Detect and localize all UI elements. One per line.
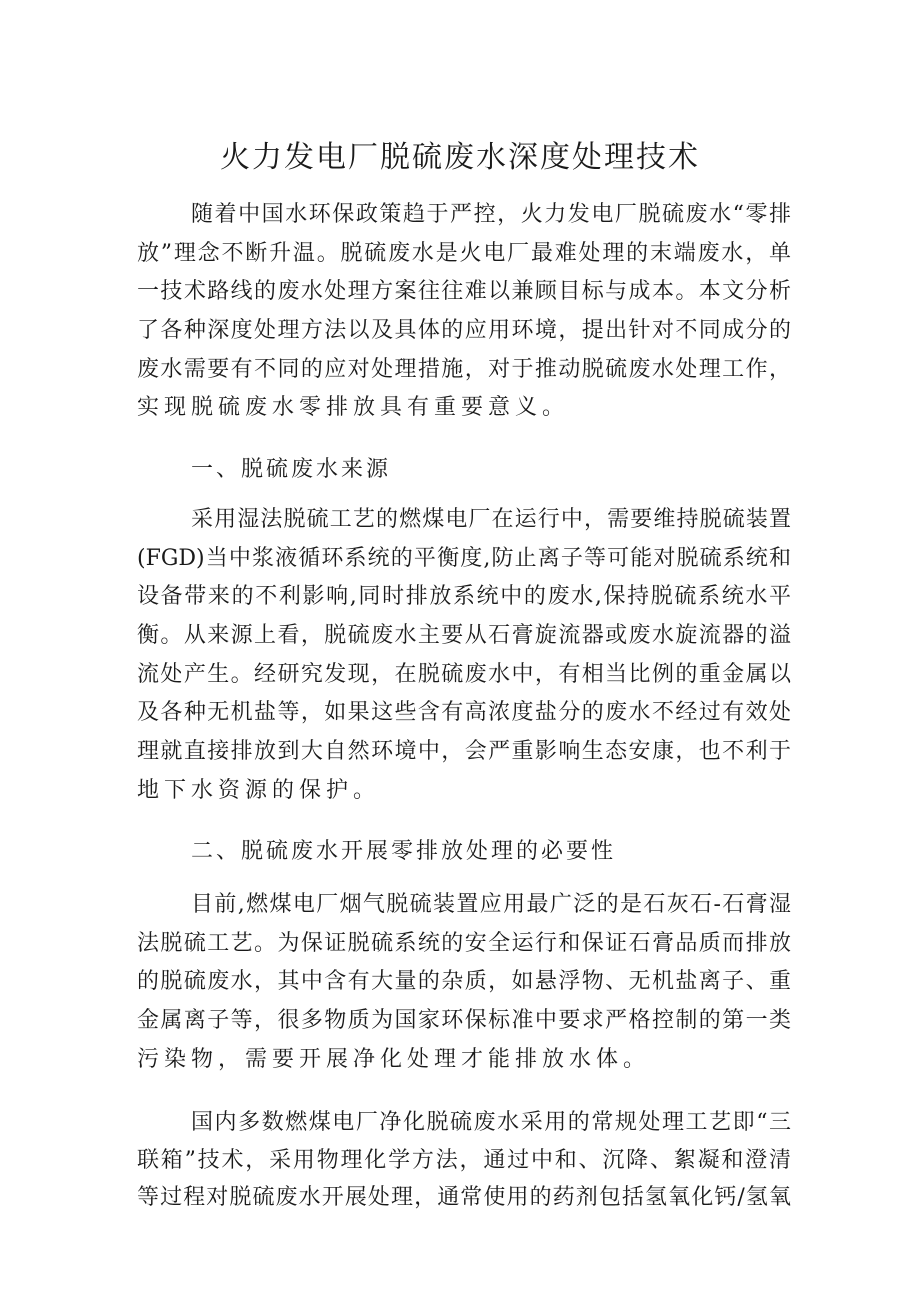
text-line: 法脱硫工艺。为保证脱硫系统的安全运行和保证石膏品质而排放 bbox=[137, 930, 791, 956]
text-line: 金属离子等，很多物质为国家环保标准中要求严格控制的第一类 bbox=[137, 1008, 791, 1034]
text-line: 国内多数燃煤电厂净化脱硫废水采用的常规处理工艺即“三 bbox=[191, 1110, 791, 1135]
text-line: 污染物，需要开展净化处理才能排放水体。 bbox=[137, 1046, 651, 1072]
text-line: (FGD)当中浆液循环系统的平衡度,防止离子等可能对脱硫系统和 bbox=[137, 545, 791, 571]
text-line: 一技术路线的废水处理方案往往难以兼顾目标与成本。本文分析 bbox=[137, 279, 791, 305]
text-line: 废水需要有不同的应对处理措施，对于推动脱硫废水处理工作， bbox=[137, 356, 791, 382]
text-line: 目前,燃煤电厂烟气脱硫装置应用最广泛的是石灰石-石膏湿 bbox=[191, 892, 791, 917]
text-line: 联箱”技术，采用物理化学方法，通过中和、沉降、絮凝和澄清 bbox=[137, 1147, 791, 1173]
paragraph-necessity bbox=[137, 886, 791, 1079]
section-heading-1: 一、脱硫废水来源 bbox=[191, 457, 392, 482]
text-line: 地下水资源的保护。 bbox=[137, 777, 381, 803]
text-line: 等过程对脱硫废水开展处理，通常使用的药剂包括氢氧化钙/氢氧 bbox=[137, 1185, 791, 1210]
text-line: 的脱硫废水，其中含有大量的杂质，如悬浮物、无机盐离子、重 bbox=[137, 969, 791, 995]
text-line: 放”理念不断升温。脱硫废水是火电厂最难处理的末端废水，单 bbox=[137, 240, 791, 266]
paragraph-triple-box bbox=[137, 1104, 791, 1217]
text-line: 理就直接排放到大自然环境中，会严重影响生态安康，也不利于 bbox=[137, 739, 791, 765]
text-line: 流处产生。经研究发现，在脱硫废水中，有相当比例的重金属以 bbox=[137, 661, 791, 687]
text-line: 衡。从来源上看，脱硫废水主要从石膏旋流器或废水旋流器的溢 bbox=[137, 623, 791, 649]
text-line: 及各种无机盐等，如果这些含有高浓度盐分的废水不经过有效处 bbox=[137, 700, 791, 726]
document-title: 火力发电厂脱硫废水深度处理技术 bbox=[220, 140, 700, 175]
paragraph-source bbox=[137, 501, 791, 811]
section-heading-2: 二、脱硫废水开展零排放处理的必要性 bbox=[191, 839, 617, 864]
text-line: 设备带来的不利影响,同时排放系统中的废水,保持脱硫系统水平 bbox=[137, 584, 791, 610]
paragraph-intro bbox=[137, 196, 791, 428]
text-line: 采用湿法脱硫工艺的燃煤电厂在运行中，需要维持脱硫装置 bbox=[191, 507, 791, 532]
text-line: 随着中国水环保政策趋于严控，火力发电厂脱硫废水“零排 bbox=[191, 202, 791, 227]
text-line: 了各种深度处理方法以及具体的应用环境，提出针对不同成分的 bbox=[137, 318, 791, 344]
text-line: 实现脱硫废水零排放具有重要意义。 bbox=[137, 395, 570, 421]
